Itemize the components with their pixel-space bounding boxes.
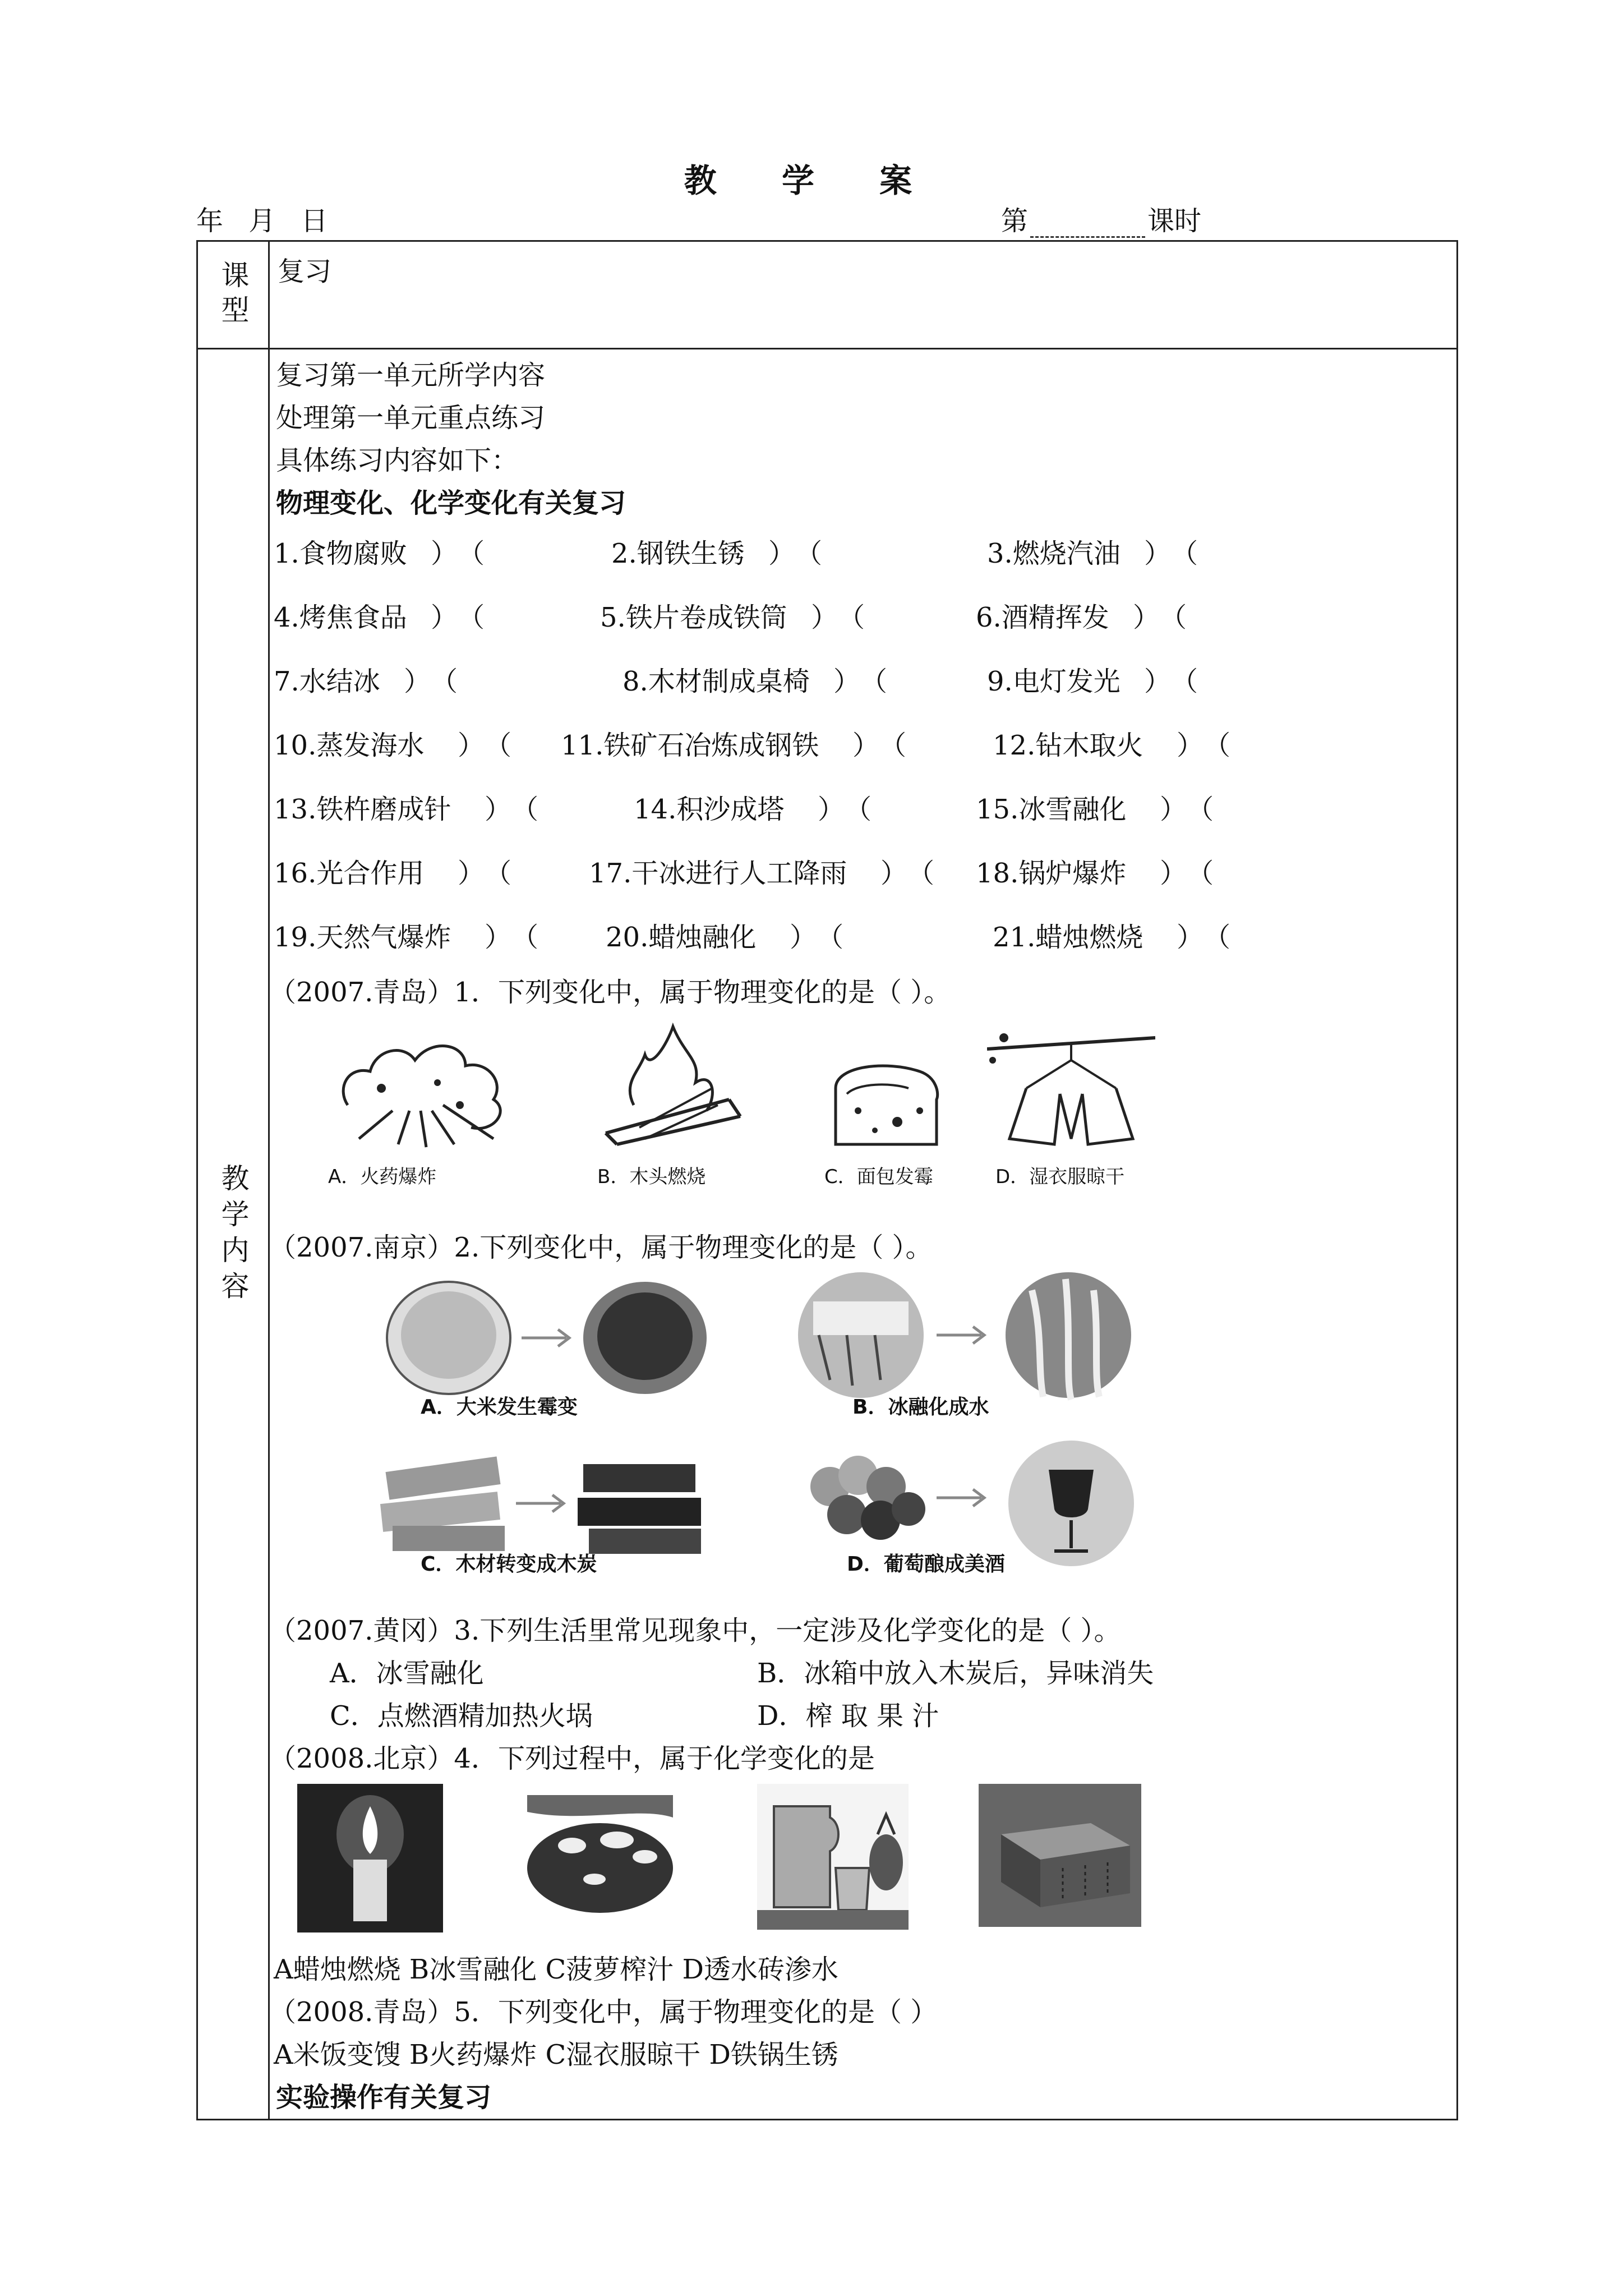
moldy-bread-icon (824, 1055, 948, 1150)
q2-caption-c: C．木材转变成木炭 (421, 1553, 597, 1576)
exercise-item: 16.光合作用 (274, 858, 425, 889)
date-line: 年 月 日 (196, 205, 328, 237)
intro-line: 具体练习内容如下： (276, 445, 519, 476)
q2-caption-a: A．大米发生霉变 (421, 1396, 578, 1419)
section-heading-changes: 物理变化、化学变化有关复习 (276, 487, 626, 519)
q3-stem: （2007.黄冈）3.下列生活里常见现象中，一定涉及化学变化的是（ ）。 (269, 1615, 1121, 1646)
pineapple-juice-icon (757, 1784, 909, 1930)
snow-melt-icon (527, 1784, 673, 1918)
q2-caption-b: B．冰融化成水 (852, 1396, 989, 1419)
q3-option-d: D．榨 取 果 汁 (757, 1700, 939, 1732)
intro-line: 处理第一单元重点练习 (276, 402, 546, 434)
q2-caption-d: D．葡萄酿成美酒 (847, 1553, 1005, 1576)
period-blank[interactable] (1030, 214, 1145, 238)
q4-options: A蜡烛燃烧 B冰雪融化 C菠萝榨汁 D透水砖渗水 (274, 1954, 838, 1985)
burning-wood-icon (589, 1021, 757, 1150)
q1-stem: （2007.青岛）1．下列变化中，属于物理变化的是（ ）。 (269, 977, 951, 1008)
exercise-item: 10.蒸发海水 (274, 730, 425, 761)
q4-stem: （2008.北京）4．下列过程中，属于化学变化的是 (269, 1743, 875, 1774)
section-heading-experiments: 实验操作有关复习 (276, 2082, 492, 2113)
q1-caption-b: B．木头燃烧 (597, 1166, 706, 1188)
ice-melt-icon (796, 1268, 1138, 1402)
q5-stem: （2008.青岛）5．下列变化中，属于物理变化的是（ ） (269, 1996, 938, 2028)
drying-clothes-icon (987, 1027, 1155, 1150)
period-suffix: 课时 (1147, 205, 1202, 237)
period-line (1001, 199, 1201, 238)
q5-options: A米饭变馊 B火药爆炸 C湿衣服晾干 D铁锅生锈 (274, 2039, 838, 2070)
wood-to-charcoal-icon (376, 1442, 723, 1565)
period-prefix: 第 (1001, 205, 1029, 237)
exercise-item: 21.蜡烛燃烧 (993, 922, 1144, 953)
exercise-item: 1.食物腐败 (274, 538, 407, 569)
q2-stem: （2007.南京）2.下列变化中，属于物理变化的是（ ）。 (269, 1232, 933, 1263)
exercise-item: 11.铁矿石冶炼成钢铁 (561, 730, 819, 761)
q1-caption-c: C．面包发霉 (824, 1166, 933, 1188)
exercise-item: 15.冰雪融化 (976, 794, 1127, 825)
lesson-type-value: 复习 (278, 256, 332, 287)
intro-line: 复习第一单元所学内容 (276, 360, 546, 391)
lesson-content-label: 教学内容 (198, 349, 270, 2120)
q3-option-a: A．冰雪融化 (330, 1658, 484, 1689)
exercise-item: 13.铁杵磨成针 (274, 794, 451, 825)
exercise-item: 19.天然气爆炸 (274, 922, 451, 953)
exercise-item: 14.积沙成塔 (634, 794, 785, 825)
exercise-item: 3.燃烧汽油 (987, 538, 1121, 569)
exercise-item: 6.酒精挥发 (976, 602, 1109, 633)
q1-caption-d: D．湿衣服晾干 (995, 1166, 1125, 1188)
exercise-item: 20.蜡烛融化 (606, 922, 757, 953)
exercise-item: 9.电灯发光 (987, 666, 1121, 697)
candle-burning-icon (297, 1784, 443, 1932)
exercise-item: 18.锅炉爆炸 (976, 858, 1127, 889)
document-title: 教 学 案 (684, 162, 939, 200)
exercise-item: 5.铁片卷成铁筒 (600, 602, 787, 633)
exercise-item: 12.钻木取火 (993, 730, 1144, 761)
q3-option-c: C．点燃酒精加热火埚 (330, 1700, 593, 1732)
rice-mold-icon (381, 1273, 723, 1402)
q3-option-b: B．冰箱中放入木炭后，异味消失 (757, 1658, 1154, 1689)
exercise-item: 17.干冰进行人工降雨 (589, 858, 847, 889)
q1-caption-a: A．火药爆炸 (328, 1166, 437, 1188)
lesson-type-label: 课型 (198, 242, 270, 348)
exercise-item: 4.烤焦食品 (274, 602, 407, 633)
exercise-item: 8.木材制成桌椅 (623, 666, 810, 697)
gunpowder-explosion-icon (325, 1027, 538, 1150)
exercise-item: 2.钢铁生锈 (611, 538, 745, 569)
lesson-type-row (198, 242, 1456, 349)
exercise-item: 7.水结冰 (274, 666, 380, 697)
permeable-brick-icon (979, 1784, 1141, 1927)
